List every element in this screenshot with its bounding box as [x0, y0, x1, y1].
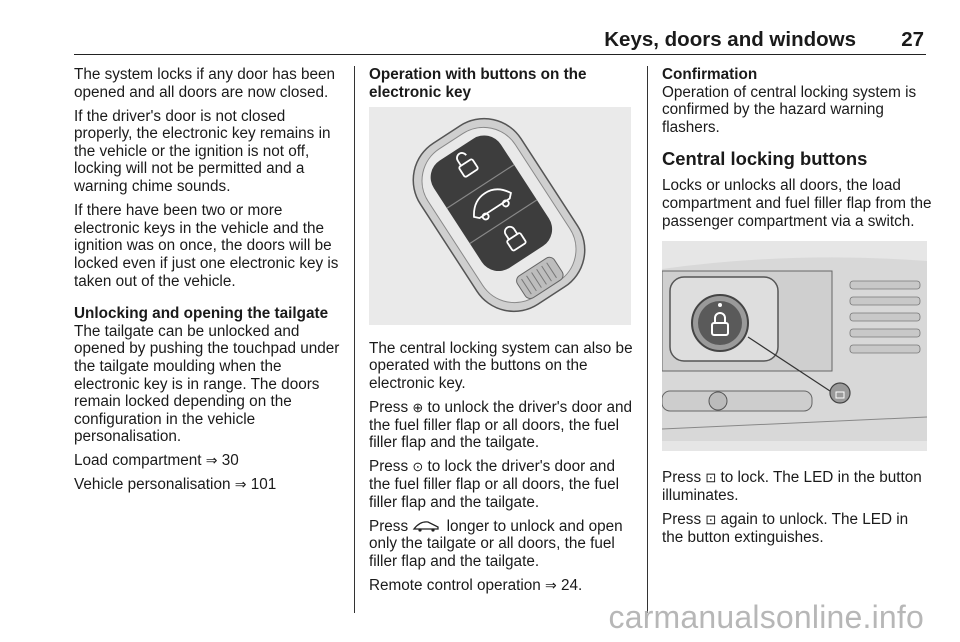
paragraph-lock-button: Press ⊙ to lock the driver's door and the fuel filler flap or all doors, the fuel filler flap and the tailgate.	[369, 458, 619, 511]
electronic-key-illustration	[369, 107, 631, 325]
paragraph-unlock-button: Press ⊕ to unlock the driver's door and the fuel filler flap or all doors, the fuel filler flap and the tailgate.	[369, 399, 632, 452]
reference-arrow-icon: ⇒	[545, 576, 557, 593]
unlock-padlock-icon: ⊕	[412, 400, 424, 416]
page-number: 27	[901, 28, 924, 51]
reference-arrow-icon: ⇒	[234, 476, 247, 493]
paragraph-confirmation: Operation of central locking system is confirmed by the hazard warning flashers.	[662, 83, 917, 136]
paragraph-two-keys: If there have been two or more electronic keys in the vehicle and the ignition was on once, the doors will be locked even if just one electronic key is taken out of the vehicle.	[74, 202, 339, 290]
paragraph-key-buttons-intro: The central locking system can also be operated with the buttons on the electronic key.	[369, 339, 633, 392]
heading-confirmation: Confirmation	[662, 66, 758, 83]
paragraph-tailgate: The tailgate can be unlocked and opened by pushing the touchpad under the tailgate moulding when the electronic key is in range. The doors remain locked depending on the configuration in the vehicle personalisation.	[74, 322, 340, 446]
column-right	[662, 66, 932, 553]
reference-arrow-icon: ⇒	[205, 452, 218, 469]
watermark: carmanualsonline.info	[608, 599, 924, 635]
paragraph-press-to-lock: Press ⊡ to lock. The LED in the button illuminates.	[662, 469, 922, 504]
paragraph-driver-door: If the driver's door is not closed properly, the electronic key remains in the vehicle or the ignition is not off, locking will not be permitted and a warning chime sounds.	[74, 107, 331, 196]
paragraph-locks-door: The system locks if any door has been opened and all doors are now closed.	[74, 66, 336, 101]
heading-tailgate: Unlocking and opening the tailgate	[74, 305, 329, 323]
reference-vehicle-personalisation: Vehicle personalisation ⇒ 101	[74, 476, 277, 494]
column-divider-left	[354, 66, 355, 613]
reference-remote-control: Remote control operation ⇒ 24.	[369, 576, 583, 594]
paragraph-tailgate-button: Press longer to unlock and open only the tailgate or all doors, the fuel filler flap and the tailgate.	[369, 517, 623, 570]
heading-key-buttons: Operation with buttons on the electronic key	[369, 66, 587, 101]
section-title: Keys, doors and windows	[604, 28, 856, 51]
paragraph-central-locking: Locks or unlocks all doors, the load compartment and fuel filler flap from the passenger compartment via a switch.	[662, 177, 932, 230]
central-lock-icon: ⊡	[705, 470, 717, 486]
column-middle	[369, 66, 634, 601]
reference-load-compartment: Load compartment ⇒ 30	[74, 452, 239, 470]
heading-central-locking: Central locking buttons	[662, 148, 868, 170]
column-left	[74, 66, 344, 501]
paragraph-press-to-unlock: Press ⊡ again to unlock. The LED in the button extinguishes.	[662, 510, 909, 546]
page-header	[74, 28, 926, 55]
central-lock-icon: ⊡	[705, 511, 717, 527]
car-tailgate-icon	[412, 520, 442, 532]
column-divider-right	[647, 66, 648, 613]
central-locking-button-illustration	[662, 241, 927, 451]
lock-padlock-icon: ⊙	[412, 459, 424, 475]
